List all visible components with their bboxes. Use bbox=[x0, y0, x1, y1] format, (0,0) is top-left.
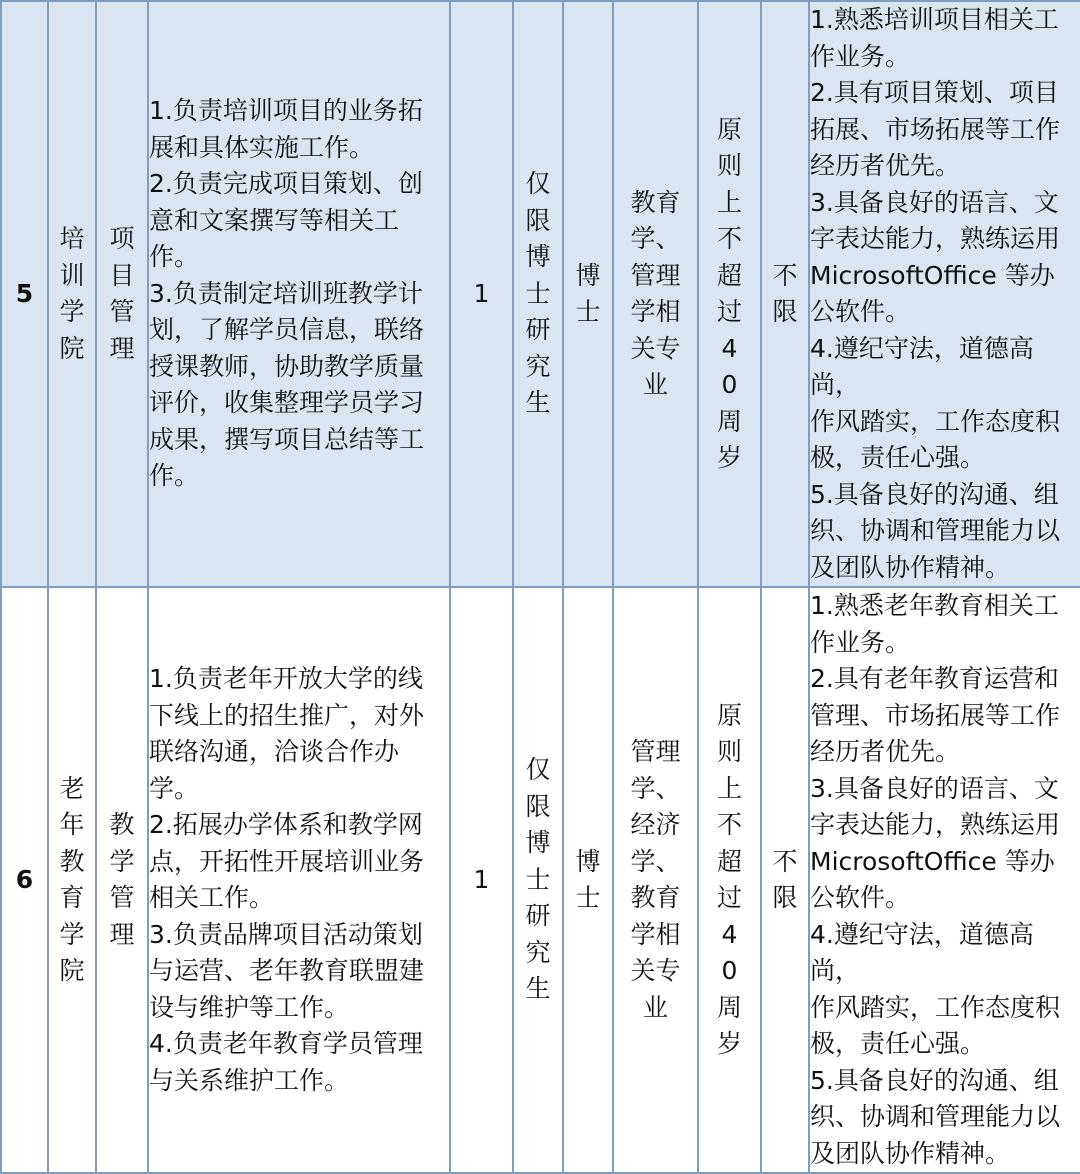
requirement-line: 3.具备良好的语言、文 bbox=[810, 187, 1059, 217]
other-requirement: 不限 bbox=[772, 846, 798, 912]
headcount: 1 bbox=[450, 587, 513, 1173]
duty-line: 划，了解学员信息，联络 bbox=[149, 315, 425, 345]
row-number: 6 bbox=[1, 587, 48, 1173]
other-cell bbox=[761, 587, 809, 1173]
requirements-cell bbox=[809, 1, 1080, 587]
duty-line: 展和具体实施工作。 bbox=[149, 132, 375, 162]
row-number: 5 bbox=[1, 1, 48, 587]
duty-line: 作。 bbox=[149, 242, 200, 272]
requirement-line: 作业务。 bbox=[810, 627, 911, 657]
duty-line: 3.负责品牌项目活动策划 bbox=[149, 919, 423, 949]
education-requirement: 仅限博士研究生 bbox=[525, 169, 551, 418]
requirement-line: 极，责任心强。 bbox=[810, 443, 986, 472]
major-requirement: 教育学、管理学相关专业 bbox=[630, 187, 681, 399]
requirement-line: 作风踏实，工作态度积 bbox=[810, 406, 1061, 436]
major-cell bbox=[613, 587, 698, 1173]
requirements-cell bbox=[809, 587, 1080, 1173]
duty-line: 学。 bbox=[149, 773, 200, 803]
other-requirement: 不限 bbox=[772, 260, 798, 326]
requirement-line: 作风踏实，工作态度积 bbox=[810, 992, 1061, 1022]
duty-line: 3.负责制定培训班教学计 bbox=[149, 278, 423, 308]
department-name: 老年教育学院 bbox=[59, 773, 85, 985]
requirement-line: 经历者优先。 bbox=[810, 737, 961, 766]
degree-cell bbox=[563, 1, 613, 587]
requirement-line: 2.具有项目策划、项目 bbox=[810, 78, 1059, 107]
education-cell bbox=[513, 587, 563, 1173]
major-cell bbox=[613, 1, 698, 587]
education-requirement: 仅限博士研究生 bbox=[525, 755, 551, 1004]
duty-line: 下线上的招生推广，对外 bbox=[149, 700, 425, 730]
duty-line: 联络沟通，洽谈合作办 bbox=[149, 737, 400, 766]
other-cell bbox=[761, 1, 809, 587]
education-cell bbox=[513, 1, 563, 587]
requirement-line: 经历者优先。 bbox=[810, 151, 961, 180]
requirement-line: 3.具备良好的语言、文 bbox=[810, 773, 1059, 803]
duty-line: 作。 bbox=[149, 461, 200, 491]
requirement-line: 公软件。 bbox=[810, 883, 911, 912]
duty-line: 点，开拓性开展培训业务 bbox=[149, 846, 425, 876]
requirement-line: 字表达能力，熟练运用 bbox=[810, 224, 1061, 253]
position-name: 教学管理 bbox=[109, 810, 135, 949]
duty-line: 授课教师，协助教学质量 bbox=[149, 351, 425, 381]
table-row bbox=[1, 1, 1080, 587]
duty-line: 成果，撰写项目总结等工 bbox=[149, 424, 425, 454]
duty-line: 4.负责老年教育学员管理 bbox=[149, 1029, 423, 1058]
degree-cell bbox=[563, 587, 613, 1173]
requirement-line: 2.具有老年教育运营和 bbox=[810, 664, 1059, 693]
degree-requirement: 博士 bbox=[575, 846, 601, 912]
position-cell bbox=[96, 587, 148, 1173]
requirement-line: 公软件。 bbox=[810, 297, 911, 326]
duties-cell bbox=[148, 587, 450, 1173]
duty-line: 评价，收集整理学员学习 bbox=[149, 388, 425, 418]
duty-line: 设与维护等工作。 bbox=[149, 992, 350, 1022]
duties-cell bbox=[148, 1, 450, 587]
table-row bbox=[1, 587, 1080, 1173]
requirement-line: 及团队协作精神。 bbox=[810, 552, 1011, 582]
department-cell bbox=[48, 587, 96, 1173]
requirement-line: 管理、市场拓展等工作 bbox=[810, 700, 1061, 730]
requirement-line: 极，责任心强。 bbox=[810, 1029, 986, 1058]
requirement-line: 1.熟悉培训项目相关工 bbox=[810, 5, 1059, 34]
requirement-line: MicrosoftOffice 等办 bbox=[810, 260, 1055, 290]
major-requirement: 管理学、经济学、教育学相关专业 bbox=[630, 737, 681, 1022]
duty-line: 与关系维护工作。 bbox=[149, 1065, 350, 1095]
age-requirement: 原则上不超过40周岁 bbox=[716, 114, 742, 472]
requirement-line: 作业务。 bbox=[810, 41, 911, 71]
requirement-line: 及团队协作精神。 bbox=[810, 1138, 1011, 1168]
requirement-line: 5.具备良好的沟通、组 bbox=[810, 1065, 1059, 1095]
requirement-line: MicrosoftOffice 等办 bbox=[810, 846, 1055, 876]
requirement-line: 织、协调和管理能力以 bbox=[810, 516, 1061, 545]
requirement-line: 字表达能力，熟练运用 bbox=[810, 810, 1061, 839]
duty-line: 意和文案撰写等相关工 bbox=[149, 205, 400, 235]
degree-requirement: 博士 bbox=[575, 260, 601, 326]
department-name: 培训学院 bbox=[59, 224, 85, 363]
duty-line: 1.负责培训项目的业务拓 bbox=[149, 96, 423, 126]
requirement-line: 4.遵纪守法，道德高尚， bbox=[810, 919, 1034, 985]
position-cell bbox=[96, 1, 148, 587]
requirement-line: 5.具备良好的沟通、组 bbox=[810, 479, 1059, 509]
duty-line: 2.负责完成项目策划、创 bbox=[149, 169, 423, 199]
age-requirement: 原则上不超过40周岁 bbox=[716, 700, 742, 1058]
headcount: 1 bbox=[450, 1, 513, 587]
age-cell bbox=[698, 587, 761, 1173]
position-name: 项目管理 bbox=[109, 224, 135, 363]
department-cell bbox=[48, 1, 96, 587]
requirement-line: 1.熟悉老年教育相关工 bbox=[810, 591, 1059, 620]
age-cell bbox=[698, 1, 761, 587]
duty-line: 相关工作。 bbox=[149, 883, 275, 912]
requirement-line: 拓展、市场拓展等工作 bbox=[810, 114, 1061, 144]
duty-line: 2.拓展办学体系和教学网 bbox=[149, 810, 423, 839]
duty-line: 1.负责老年开放大学的线 bbox=[149, 664, 423, 693]
requirement-line: 4.遵纪守法，道德高尚， bbox=[810, 333, 1034, 399]
requirement-line: 织、协调和管理能力以 bbox=[810, 1102, 1061, 1131]
duty-line: 与运营、老年教育联盟建 bbox=[149, 956, 425, 985]
